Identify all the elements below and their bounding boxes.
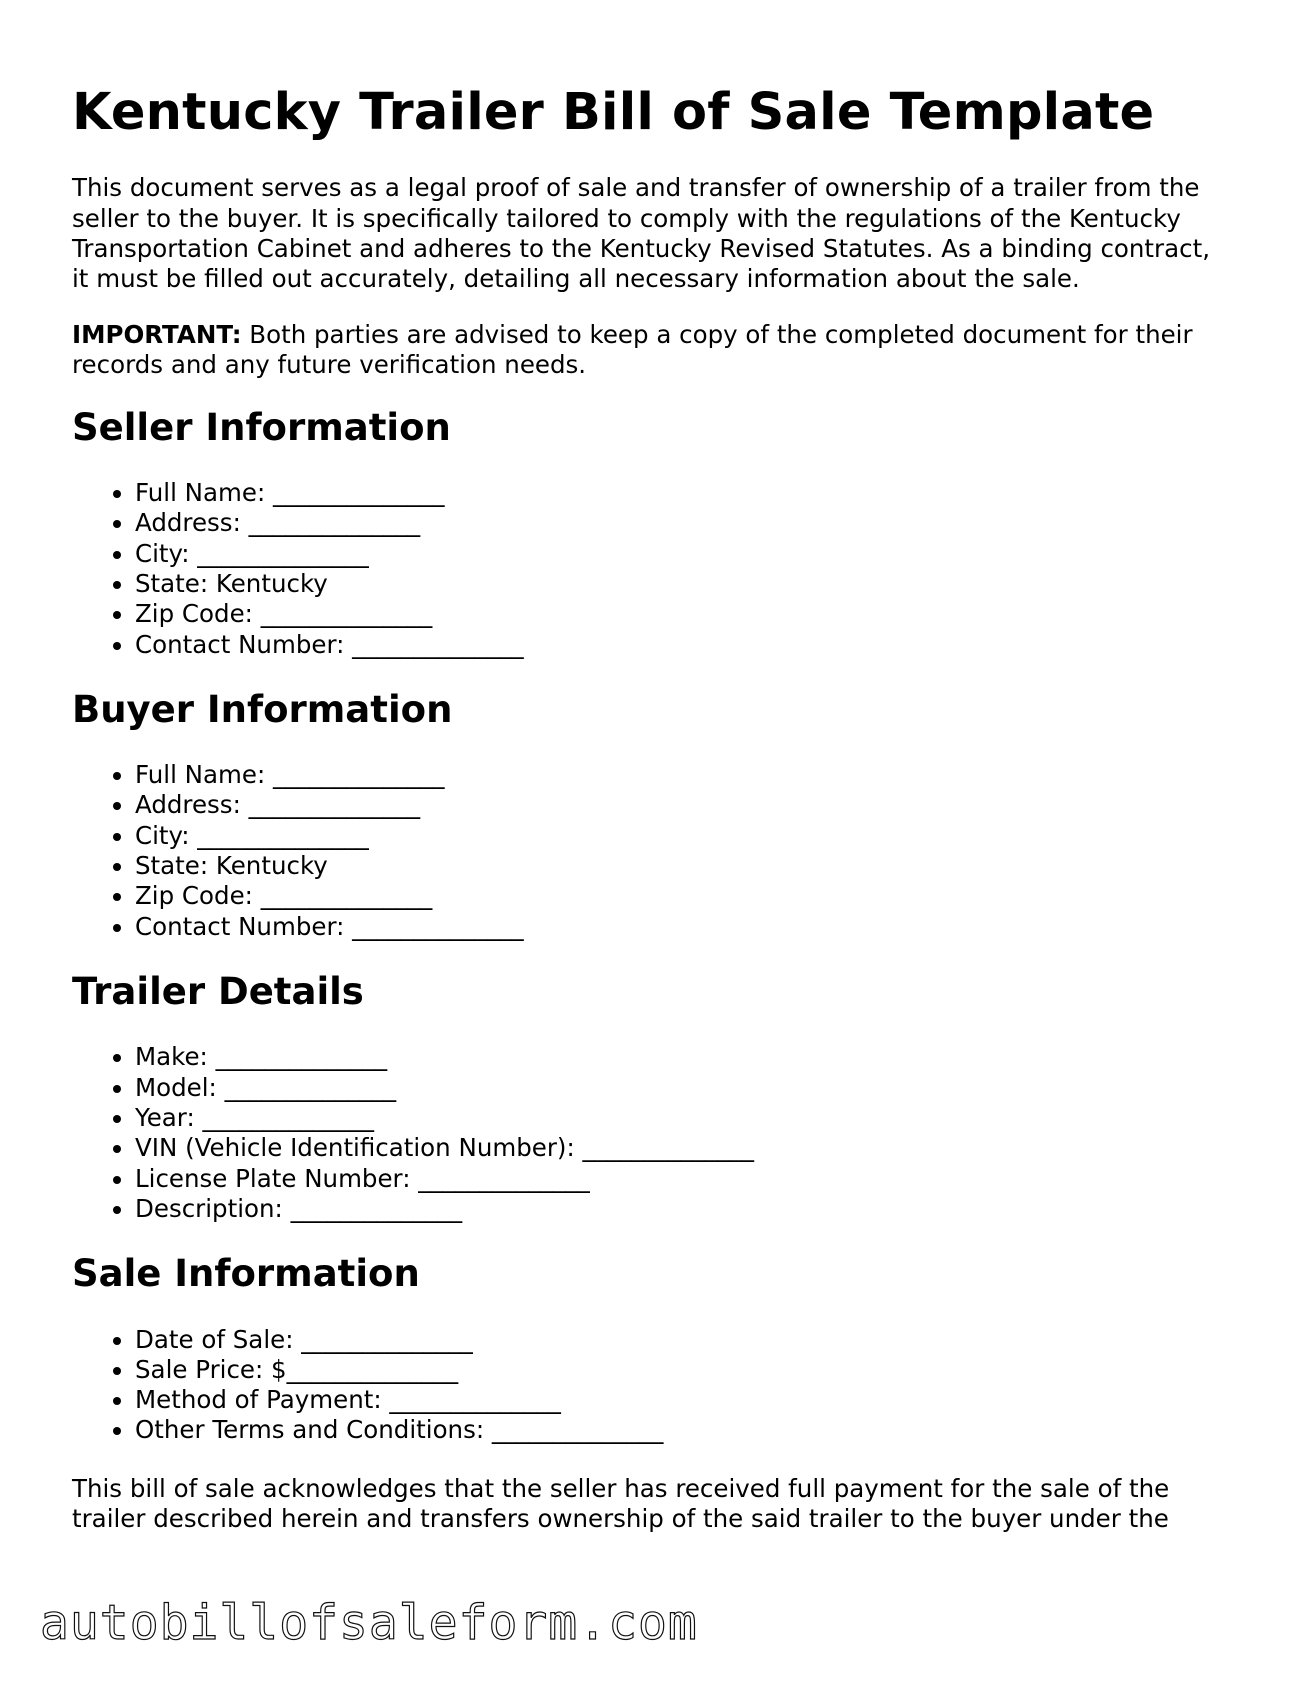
trailer-plate: • License Plate Number: ______________ <box>135 1164 1232 1194</box>
trailer-model: • Model: ______________ <box>135 1073 1232 1103</box>
seller-heading: Seller Information <box>72 405 451 449</box>
important-notice <box>72 320 1232 381</box>
buyer-address: • Address: ______________ <box>135 790 1232 820</box>
document-title: Kentucky Trailer Bill of Sale Template <box>72 83 1155 142</box>
buyer-city: • City: ______________ <box>135 821 1232 851</box>
trailer-make: • Make: ______________ <box>135 1042 1232 1072</box>
trailer-vin: • VIN (Vehicle Identification Number): ______________ <box>135 1133 1232 1163</box>
buyer-list <box>72 760 1232 942</box>
buyer-full-name: • Full Name: ______________ <box>135 760 1232 790</box>
trailer-list <box>72 1042 1232 1224</box>
sale-payment-method: • Method of Payment: ______________ <box>135 1385 1232 1415</box>
important-label: IMPORTANT: <box>72 319 242 349</box>
intro-paragraph: This document serves as a legal proof of sale and transfer of ownership of a trailer from the seller to the buyer. It is specifically tailored to comply with the regulations of the Kentucky Transportation Cabinet and adheres to the Kentucky Revised Statutes. As a binding contract, it must be filled out accurately, detailing all necessary information about the sale. <box>72 173 1210 294</box>
trailer-description: • Description: ______________ <box>135 1194 1232 1224</box>
buyer-state: • State: Kentucky <box>135 851 1232 881</box>
buyer-zip: • Zip Code: ______________ <box>135 881 1232 911</box>
buyer-heading: Buyer Information <box>72 687 453 731</box>
sale-price: • Sale Price: $______________ <box>135 1355 1232 1385</box>
buyer-contact: • Contact Number: ______________ <box>135 912 1232 942</box>
seller-zip: • Zip Code: ______________ <box>135 599 1232 629</box>
seller-contact: • Contact Number: ______________ <box>135 630 1232 660</box>
closing-paragraph: This bill of sale acknowledges that the seller has received full payment for the sale of the trailer described herein and transfers ownership of the said trailer to the buyer under the <box>72 1473 1170 1534</box>
seller-full-name: • Full Name: ______________ <box>135 478 1232 508</box>
trailer-heading: Trailer Details <box>72 969 364 1013</box>
important-text: Both parties are advised to keep a copy of the completed document for their records and any future verification needs. <box>72 319 1193 380</box>
document-page <box>72 82 1232 1560</box>
watermark-text: autobillofsaleform.com <box>40 1595 698 1651</box>
trailer-year: • Year: ______________ <box>135 1103 1232 1133</box>
sale-date: • Date of Sale: ______________ <box>135 1325 1232 1355</box>
sale-other-terms: • Other Terms and Conditions: ______________ <box>135 1415 1232 1445</box>
seller-state: • State: Kentucky <box>135 569 1232 599</box>
seller-address: • Address: ______________ <box>135 508 1232 538</box>
sale-heading: Sale Information <box>72 1252 420 1296</box>
sale-list <box>72 1325 1232 1446</box>
seller-city: • City: ______________ <box>135 539 1232 569</box>
seller-list <box>72 478 1232 660</box>
